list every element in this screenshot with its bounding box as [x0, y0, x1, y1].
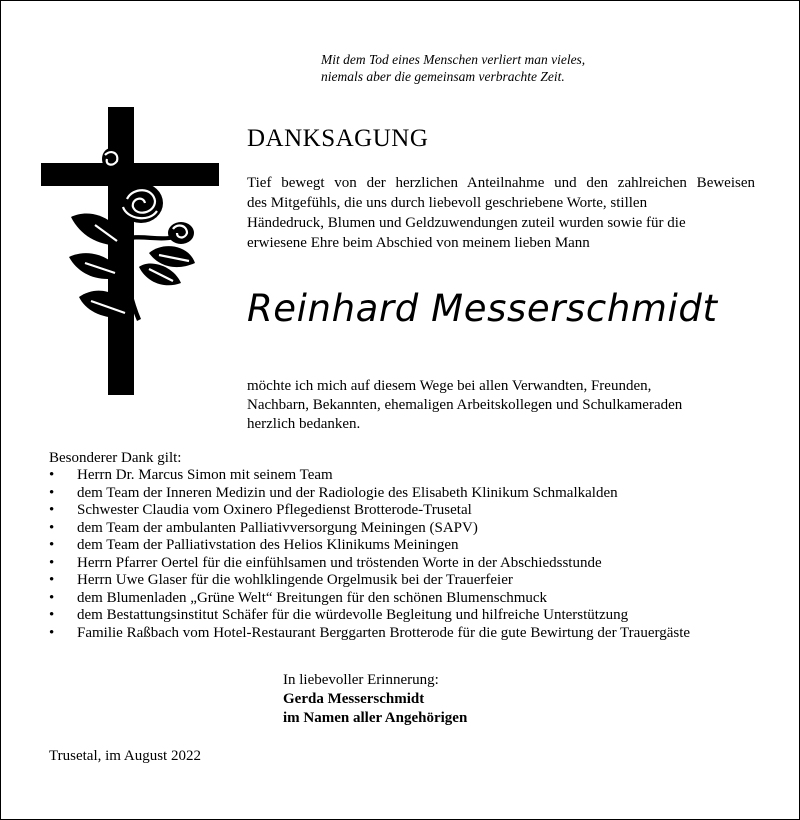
- followup-line-1: möchte ich mich auf diesem Wege bei allen Verwandten, Freunden,: [247, 378, 652, 394]
- list-item: • dem Team der ambulanten Palliativversorgung Meiningen (SAPV): [49, 520, 690, 538]
- list-item: • Herrn Dr. Marcus Simon mit seinem Team: [49, 467, 690, 485]
- followup-line-2: Nachbarn, Bekannten, ehemaligen Arbeitskollegen und Schulkameraden: [247, 397, 683, 413]
- memorial-quote: [321, 51, 585, 85]
- list-item: • dem Bestattungsinstitut Schäfer für die würdevolle Begleitung und hilfreiche Unterstützung: [49, 607, 690, 625]
- list-item: • dem Blumenladen „Grüne Welt“ Breitungen für den schönen Blumenschmuck: [49, 590, 690, 608]
- intro-line-4: erwiesene Ehre beim Abschied von meinem lieben Mann: [247, 235, 590, 251]
- special-thanks-list: [49, 467, 690, 642]
- cross-with-roses-icon: [41, 107, 219, 395]
- list-item: • Herrn Uwe Glaser für die wohlklingende Orgelmusik bei der Trauerfeier: [49, 572, 690, 590]
- deceased-name: Reinhard Messerschmidt: [247, 287, 718, 330]
- intro-paragraph: [247, 173, 755, 253]
- quote-line-1: Mit dem Tod eines Menschen verliert man vieles,: [321, 52, 586, 67]
- list-item: • Schwester Claudia vom Oxinero Pflegedienst Brotterode-Trusetal: [49, 502, 690, 520]
- signature-name: Gerda Messerschmidt: [283, 691, 425, 707]
- special-thanks-label: Besonderer Dank gilt:: [49, 450, 182, 466]
- list-item: • dem Team der Inneren Medizin und der Radiologie des Elisabeth Klinikum Schmalkalden: [49, 485, 690, 503]
- intro-line-1: Tief bewegt von der herzlichen Anteilnahme und den zahlreichen Beweisen: [247, 175, 755, 191]
- intro-line-2: des Mitgefühls, die uns durch liebevoll geschriebene Worte, stillen: [247, 195, 648, 211]
- list-item: • Familie Raßbach vom Hotel-Restaurant Berggarten Brotterode für die gute Bewirtung der Trauergäste: [49, 625, 690, 643]
- followup-paragraph: [247, 377, 682, 434]
- quote-line-2: niemals aber die gemeinsam verbrachte Zeit.: [321, 69, 565, 84]
- place-date: Trusetal, im August 2022: [49, 748, 201, 764]
- list-item: • Herrn Pfarrer Oertel für die einfühlsamen und tröstenden Worte in der Abschiedsstunde: [49, 555, 690, 573]
- signature-intro: In liebevoller Erinnerung:: [283, 672, 439, 688]
- signature-subline: im Namen aller Angehörigen: [283, 710, 468, 726]
- signature-block: [283, 671, 467, 728]
- page-title: DANKSAGUNG: [247, 125, 429, 152]
- list-item: • dem Team der Palliativstation des Helios Klinikums Meiningen: [49, 537, 690, 555]
- followup-line-3: herzlich bedanken.: [247, 416, 361, 432]
- intro-line-3: Händedruck, Blumen und Geldzuwendungen zuteil wurden sowie für die: [247, 215, 686, 231]
